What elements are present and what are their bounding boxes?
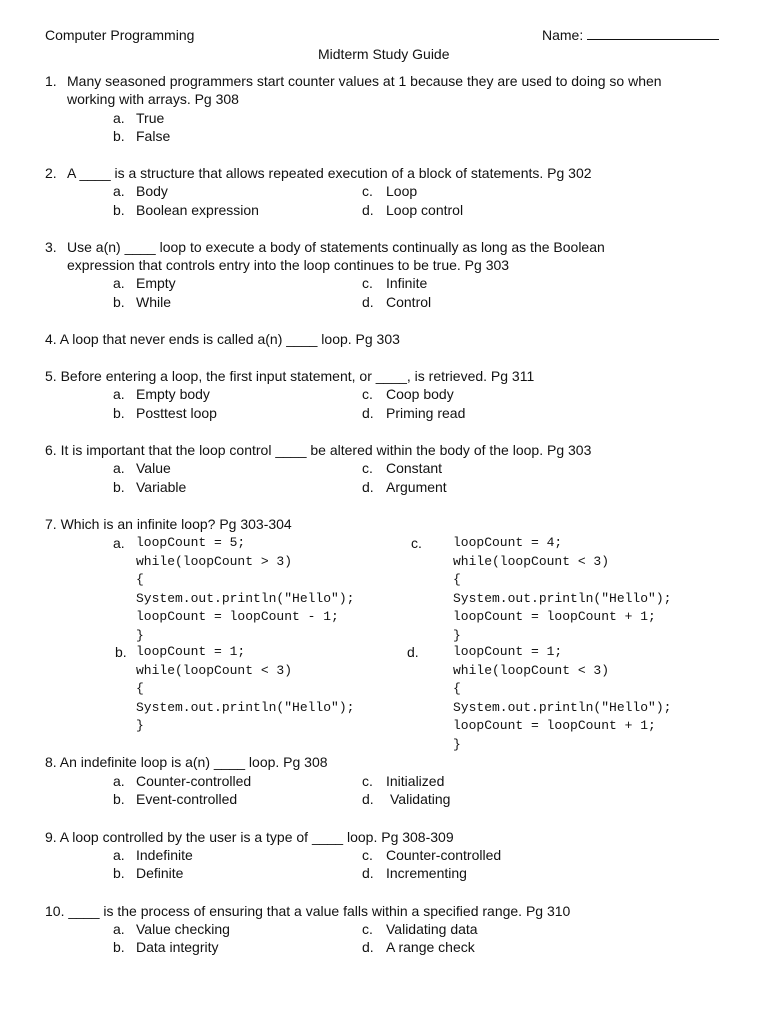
- option-text: Boolean expression: [136, 202, 259, 218]
- page-title: Midterm Study Guide: [318, 46, 450, 62]
- code-line: }: [136, 718, 144, 734]
- question-text: 4. A loop that never ends is called a(n) ____ loop. Pg 303: [45, 331, 400, 347]
- option-letter: a.: [113, 535, 125, 551]
- option-letter: c.: [362, 773, 373, 789]
- option-letter: a.: [113, 921, 125, 937]
- option-letter: c.: [362, 460, 373, 476]
- option-letter: a.: [113, 183, 125, 199]
- option-text: Empty body: [136, 386, 210, 402]
- option-letter: b.: [113, 294, 125, 310]
- question-text: 7. Which is an infinite loop? Pg 303-304: [45, 516, 292, 532]
- code-line: {: [136, 572, 144, 588]
- code-line: loopCount = loopCount + 1;: [453, 718, 656, 734]
- option-text: While: [136, 294, 172, 310]
- name-field: [542, 26, 719, 44]
- option-text: Body: [136, 183, 168, 199]
- code-line: {: [453, 681, 461, 697]
- option-text: Value checking: [136, 921, 230, 937]
- code-line: System.out.println("Hello");: [453, 590, 672, 606]
- code-line: {: [453, 572, 461, 588]
- option-text: Infinite: [386, 275, 428, 291]
- code-line: System.out.println("Hello");: [453, 699, 672, 715]
- option-text: Empty: [136, 275, 176, 291]
- option-text: Argument: [386, 479, 447, 495]
- option-letter: c.: [362, 183, 373, 199]
- option-text: Variable: [136, 479, 187, 495]
- question-text: expression that controls entry into the loop continues to be true. Pg 303: [67, 257, 510, 273]
- name-blank-line: [587, 26, 719, 40]
- code-line: loopCount = 5;: [136, 535, 246, 550]
- question-text: working with arrays. Pg 308: [67, 91, 239, 107]
- option-letter: d.: [362, 479, 374, 495]
- option-text: Incrementing: [386, 865, 467, 881]
- option-letter: b.: [113, 479, 125, 495]
- code-line: loopCount = 1;: [136, 644, 246, 659]
- option-letter: b.: [113, 128, 125, 144]
- option-letter: d.: [362, 202, 374, 218]
- question-text: 8. An indefinite loop is a(n) ____ loop. Pg 308: [45, 754, 328, 770]
- option-letter: c.: [362, 275, 373, 291]
- question-text: 6. It is important that the loop control ____ be altered within the body of the loop. Pg 303: [45, 442, 592, 458]
- option-text: Priming read: [386, 405, 466, 421]
- option-letter: a.: [113, 847, 125, 863]
- option-text: Constant: [386, 460, 443, 476]
- code-line: while(loopCount > 3): [136, 553, 293, 569]
- option-text: Validating: [390, 791, 451, 807]
- code-line: loopCount = 4;: [453, 535, 563, 550]
- option-letter: c.: [411, 535, 422, 551]
- question-text: Many seasoned programmers start counter values at 1 because they are used to doing so when: [67, 73, 662, 89]
- code-line: }: [453, 628, 461, 643]
- option-text: Loop control: [386, 202, 464, 218]
- code-line: System.out.println("Hello");: [136, 590, 355, 606]
- option-letter: a.: [113, 386, 125, 402]
- option-letter: b.: [113, 791, 125, 807]
- question-text: A ____ is a structure that allows repeated execution of a block of statements. Pg 302: [67, 165, 592, 181]
- question-text: 5. Before entering a loop, the first input statement, or ____, is retrieved. Pg 311: [45, 368, 535, 384]
- option-letter: b.: [115, 644, 127, 660]
- option-letter: b.: [113, 202, 125, 218]
- option-text: Counter-controlled: [386, 847, 502, 863]
- option-letter: c.: [362, 847, 373, 863]
- option-text: Event-controlled: [136, 791, 238, 807]
- question-text: 10. ____ is the process of ensuring that a value falls within a specified range. Pg 310: [45, 903, 571, 919]
- option-letter: c.: [362, 921, 373, 937]
- option-text: Control: [386, 294, 432, 310]
- question-text: Use a(n) ____ loop to execute a body of statements continually as long as the Boolean: [67, 239, 605, 255]
- option-text: Value: [136, 460, 171, 476]
- option-letter: a.: [113, 460, 125, 476]
- code-line: }: [136, 628, 144, 643]
- option-letter: a.: [113, 773, 125, 789]
- option-text: Initialized: [386, 773, 445, 789]
- option-text: Coop body: [386, 386, 454, 402]
- option-text: Validating data: [386, 921, 478, 937]
- option-text: Data integrity: [136, 939, 219, 955]
- code-line: }: [453, 737, 461, 752]
- code-line: {: [136, 681, 144, 697]
- name-label: Name:: [542, 27, 584, 43]
- code-line: loopCount = loopCount + 1;: [453, 609, 656, 625]
- code-line: while(loopCount < 3): [453, 553, 610, 569]
- option-text: True: [136, 110, 165, 126]
- code-line: loopCount = loopCount - 1;: [136, 609, 339, 625]
- question-text: 9. A loop controlled by the user is a type of ____ loop. Pg 308-309: [45, 829, 454, 845]
- code-line: while(loopCount < 3): [453, 662, 610, 678]
- option-letter: d.: [407, 644, 419, 660]
- question-number: 3.: [45, 239, 57, 255]
- option-text: Posttest loop: [136, 405, 217, 421]
- option-letter: b.: [113, 865, 125, 881]
- question-number: 1.: [45, 73, 57, 89]
- code-line: System.out.println("Hello");: [136, 699, 355, 715]
- code-line: loopCount = 1;: [453, 644, 563, 659]
- option-letter: d.: [362, 405, 374, 421]
- course-title: Computer Programming: [45, 27, 195, 43]
- option-text: Definite: [136, 865, 184, 881]
- option-text: A range check: [386, 939, 475, 955]
- option-text: Counter-controlled: [136, 773, 252, 789]
- code-line: while(loopCount < 3): [136, 662, 293, 678]
- option-letter: b.: [113, 405, 125, 421]
- option-text: False: [136, 128, 171, 144]
- option-text: Indefinite: [136, 847, 193, 863]
- option-letter: a.: [113, 275, 125, 291]
- option-letter: d.: [362, 294, 374, 310]
- option-letter: a.: [113, 110, 125, 126]
- option-letter: d.: [362, 939, 374, 955]
- option-letter: d.: [362, 791, 374, 807]
- option-letter: d.: [362, 865, 374, 881]
- question-number: 2.: [45, 165, 57, 181]
- option-letter: c.: [362, 386, 373, 402]
- option-text: Loop: [386, 183, 418, 199]
- option-letter: b.: [113, 939, 125, 955]
